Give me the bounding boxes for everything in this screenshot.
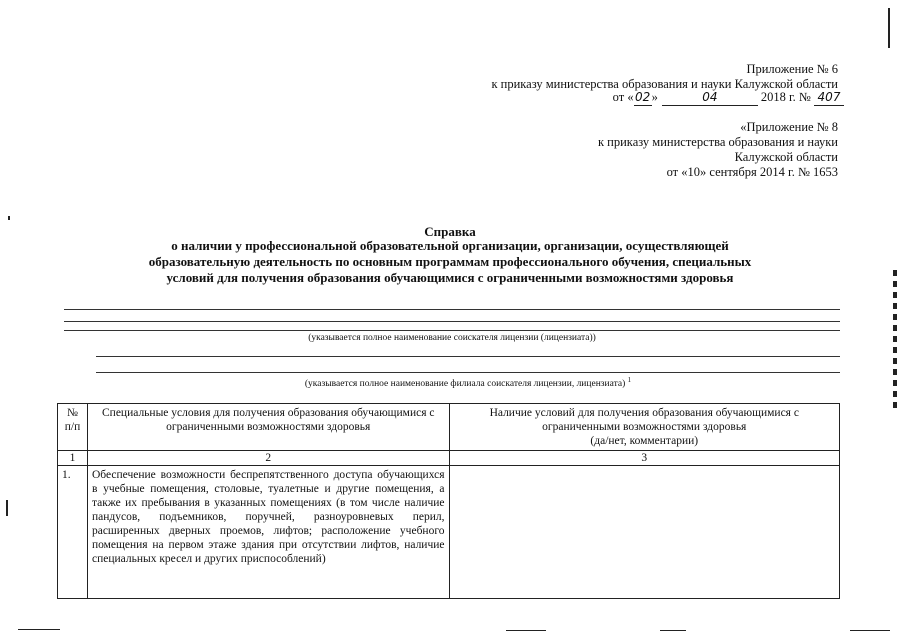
row-availability-value[interactable]	[449, 466, 839, 599]
col-number-1: 1	[58, 451, 88, 466]
row-num: 1.	[58, 466, 88, 599]
annex8-date: от «10» сентября 2014 г. № 1653	[666, 165, 838, 179]
scan-line-bottom-2	[506, 630, 546, 631]
annex8-title: «Приложение № 8	[740, 120, 838, 134]
date-day: 02	[634, 90, 651, 104]
header-num: № п/п	[58, 404, 88, 451]
date-prefix: от «	[612, 90, 634, 104]
date-month: 04	[662, 90, 758, 106]
order-number: 407	[814, 90, 844, 106]
annex6-order: к приказу министерства образования и науки Калужской области	[491, 77, 838, 91]
doc-subtitle-3: условий для получения образования обучающимися с ограниченными возможностями здоровья	[166, 270, 734, 285]
doc-title: Справка	[424, 224, 476, 239]
header-conditions: Специальные условия для получения образования обучающимися с ограниченными возможностями здоровья	[87, 404, 449, 451]
col-number-2: 2	[87, 451, 449, 466]
annex6-date-line	[424, 90, 844, 106]
branch-caption: (указывается полное наименование филиала соискателя лицензии, лицензиата) $^1$	[304, 376, 632, 390]
branch-line-1	[96, 356, 840, 357]
applicant-caption: (указывается полное наименование соискателя лицензии (лицензиата))	[308, 333, 596, 343]
scan-mark-right	[893, 270, 897, 410]
doc-subtitle-2: образовательную деятельность по основным программам профессионального обучения, специальных	[148, 254, 752, 269]
scan-dot-left	[8, 216, 10, 220]
header-availability: Наличие условий для получения образования обучающимися с ограниченными возможностями здоровья (да/нет, комментарии)	[449, 404, 839, 451]
footnote-mark: 1	[627, 376, 632, 384]
annex8-order: к приказу министерства образования и науки	[597, 135, 838, 149]
annex8-region: Калужской области	[734, 150, 838, 164]
row-conditions-text: Обеспечение возможности беспрепятственного доступа обучающихся в учебные помещения, столовые, туалетные и другие помещения, а также их пребывания в указанных помещениях (в том числе наличие пандусов, подъемников, поручней, разноуровневых перил, расширенных дверных проемов, лифтов; расположение учебного помещения на первом этаже здания при отсутствии лифтов, наличие специальных кресел и других приспособлений)	[87, 466, 449, 599]
scan-mark-top-right	[888, 8, 890, 48]
column-numbers-row	[58, 451, 840, 466]
scan-line-bottom-3	[660, 630, 686, 631]
scan-mark-left	[6, 500, 8, 516]
col-number-3: 3	[449, 451, 839, 466]
scan-line-bottom-4	[850, 630, 890, 631]
annex6-title: Приложение № 6	[746, 62, 838, 76]
conditions-table	[57, 403, 840, 599]
header-row	[58, 404, 840, 451]
table-row	[58, 466, 840, 599]
date-year: 2018 г. №	[760, 90, 811, 104]
doc-subtitle-1: о наличии у профессиональной образовательной организации, организации, осуществляющей	[171, 238, 729, 253]
applicant-line-3	[64, 330, 840, 331]
branch-line-2	[96, 372, 840, 373]
applicant-line-1	[64, 309, 840, 310]
date-mid: »	[651, 90, 658, 104]
scan-line-bottom-1	[18, 629, 60, 630]
applicant-line-2	[64, 321, 840, 322]
